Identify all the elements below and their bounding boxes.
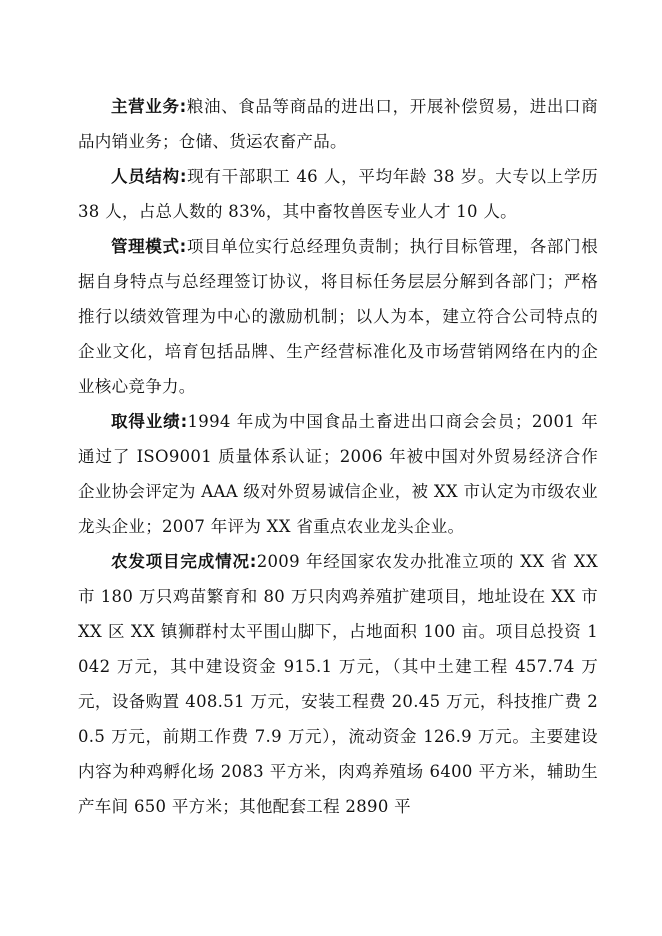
- paragraph-text: 1994 年成为中国食品土畜进出口商会会员；2001 年通过了 ISO9001 质量体系认证；2006 年被中国对外贸易经济合作企业协会评定为 AAA 级对外贸易诚信企业，被 XX 市认定为市级农业龙头企业；2007 年评为 XX 省重点农业龙头企业。: [78, 412, 598, 536]
- paragraph-heading: 管理模式:: [111, 237, 187, 256]
- paragraph-heading: 主营业务:: [111, 97, 187, 116]
- paragraph-management-mode: [78, 229, 598, 404]
- paragraph-text: 2009 年经国家农发办批准立项的 XX 省 XX 市 180 万只鸡苗繁育和 80 万只肉鸡养殖扩建项目，地址设在 XX 市 XX 区 XX 镇狮群村太平围山脚下，占地面积 100 亩。项目总投资 1042 万元，其中建设资金 915.1 万元，（其中土建工程 457.74 万元，设备购置 408.51 万元，安装工程费 20.45 万元，科技推广费 20.5 万元，前期工作费 7.9 万元），流动资金 126.9 万元。主要建设内容为种鸡孵化场 2083 平方米，肉鸡养殖场 6400 平方米，辅助生产车间 650 平方米；其他配套工程 2890 平: [78, 552, 598, 816]
- paragraph-text: 粮油、食品等商品的进出口，开展补偿贸易，进出口商品内销业务；仓储、货运农畜产品。: [78, 97, 598, 151]
- document-page: [78, 89, 598, 824]
- paragraph-achievements: [78, 404, 598, 544]
- paragraph-main-business: [78, 89, 598, 159]
- paragraph-heading: 人员结构:: [111, 167, 187, 186]
- paragraph-heading: 取得业绩:: [111, 412, 188, 431]
- paragraph-text: 现有干部职工 46 人，平均年龄 38 岁。大专以上学历 38 人，占总人数的 83%，其中畜牧兽医专业人才 10 人。: [78, 167, 598, 221]
- paragraph-staff-structure: [78, 159, 598, 229]
- paragraph-heading: 农发项目完成情况:: [111, 552, 257, 571]
- paragraph-text: 项目单位实行总经理负责制；执行目标管理，各部门根据自身特点与总经理签订协议，将目标任务层层分解到各部门；严格推行以绩效管理为中心的激励机制；以人为本，建立符合公司特点的企业文化，培育包括品牌、生产经营标准化及市场营销网络在内的企业核心竞争力。: [78, 237, 598, 396]
- paragraph-project-status: [78, 544, 598, 824]
